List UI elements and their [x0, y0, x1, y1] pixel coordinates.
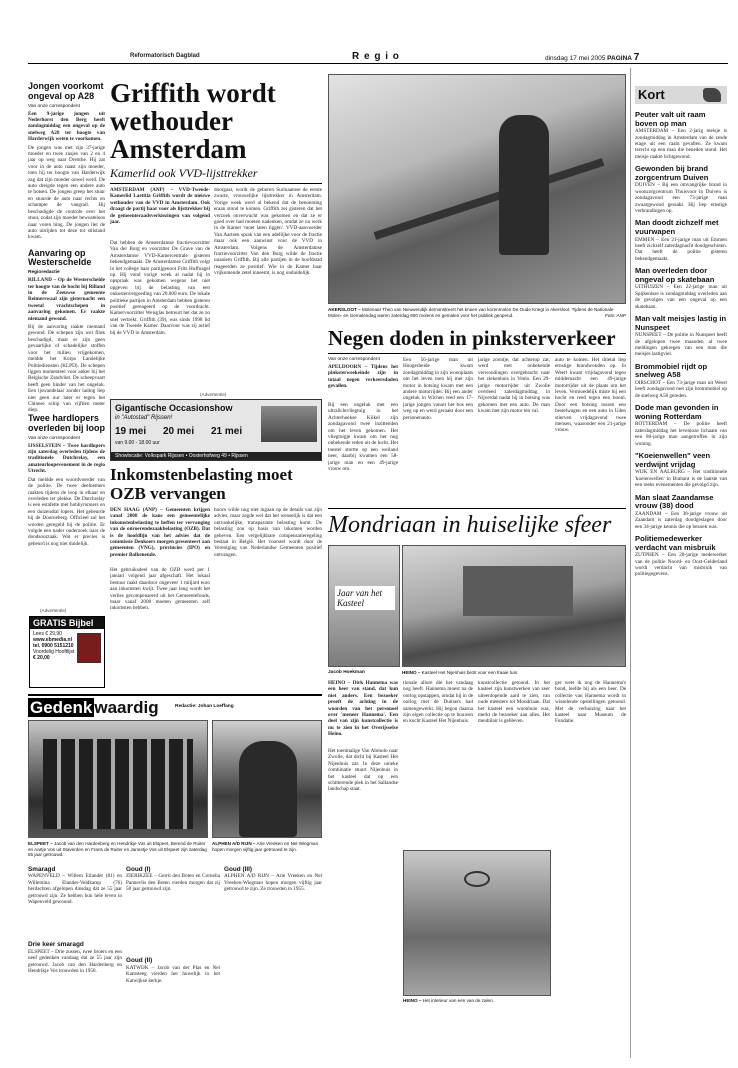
article-title: Jongen voorkomt ongeval op A28	[28, 81, 104, 101]
car-image	[261, 406, 317, 442]
kort-item-title: Man doodt zichzelf met vuurwapen	[635, 218, 719, 237]
kort-header	[635, 86, 727, 104]
article-lead: Een 9-jarige jongen uit Nederhorst den Berg heeft zondagmiddag een ongeval op de snelweg A28 ter hoogte van Harderwijk weten te voorkomen.	[28, 110, 105, 143]
item-title: Drie keer smaragd	[28, 941, 84, 949]
gedenk-col-3	[224, 866, 322, 1056]
kort-item	[635, 404, 727, 447]
header-section: R e g i o	[352, 51, 400, 62]
caption-text: Jacob van den Hardenberg en Hendrikje Vos uit Elspeet, Berend de Ruiter en Aartje Vos uit Staverden en Frans de Ruiter en Jannetje Vos uit Elspeet zijn zaterdag 55 jaar getrouwd.	[28, 841, 207, 858]
item-title: Smaragd	[28, 866, 56, 873]
couple-caption	[212, 841, 322, 863]
promo-date1: 19 mei	[115, 426, 147, 437]
item-title: Goud (I)	[126, 866, 151, 873]
header-date-text: dinsdag 17 mei 2005	[545, 55, 606, 62]
caption-text: Het interieur van een van de zalen.	[422, 998, 494, 1003]
gedenk-col-1	[28, 866, 122, 1056]
item-body: WAPENVELD – Willem Eilander (81) en Willemina Elander-Veldkamp (76) herdachten afgelopen dinsdag dat ze 55 jaar getrouwd zijn. Ze hebben hun hele leven in Wapenveld gewoond.	[28, 873, 122, 906]
kort-item	[635, 363, 727, 399]
header-paper-name: Reformatorisch Dagblad	[130, 53, 200, 59]
ozb-body-2: hoorn wilde nog niet ingaan op de details van zijn advies, maar zegde wel dat het wenselijk is dat een ontvankelijke, transparante belasting komt. De belasting zou op basis van inkomen worden geheven. Een vergelijkbare compensatieregeling bestaat in België. Het voorstel wordt door de Vereniging van Nederlandse Gemeenten positief ontvangen.	[214, 507, 322, 558]
garden-caption	[402, 670, 626, 676]
article-byline: Regioredactie	[28, 270, 60, 276]
promo-hours: van 9.00 - 18.00 uur	[115, 440, 160, 446]
article-lead: RILLAND – Op de Westerschelde ter hoogte van de bocht bij Rilland in de Zeeuwse gemeente Reimerswaal zijn gisternacht een tweetal vrachtschepen in aanvaring gekomen. Er raakte niemand gewond.	[28, 277, 105, 322]
couples-photo	[28, 720, 208, 838]
mondriaan-body-d: ger weet ik nog de Hannema's bond, leefde hij als een heer. De collectie van Hannema wordt in wisselende opstellingen getoond. Met de verhuizing naar het kasteel naar Museum de Fundatie.	[555, 680, 626, 725]
kort-list	[635, 106, 727, 1060]
header-page-label: PAGINA	[607, 55, 632, 62]
ozb-lead: DEN HAAG (ANP) – Gemeenten krijgen vanaf 2008 de kans een gemeentelijke inkomstenbelasting te heffen ter vervanging van de onroerendezaakbelasting (OZB). Dat is de hoofdlijn van het advies dat de commissie Denkoers morgen presenteert aan gemeenten (VNG), provincies (IPO) en premier Balkenende.	[110, 507, 210, 558]
couple-icon	[239, 741, 297, 837]
couples-caption	[28, 841, 208, 863]
pinkster-body-a: Bij een ongeluk met een ultralichtvliegtuig in het Achterhoekse Kiikel zijn zondagavond twee inzittenden om het leven gekomen. Het vliegtuigje kwam om het nog onbekende reden uit de lucht. Het toestel stortte op een weiland neer, daarbij kwamen een 58-jarige man en een 49-jarige vrouw om.	[328, 402, 399, 473]
ozb-headline: Inkomstenbelasting moet OZB vervangen	[110, 465, 293, 503]
kort-item-body: DUIVEN – Bij een omvangrijke brand in woonzorgcentrum Thuisvoor in Duiven is zondagavond een 73-jarige man zwaargewond geraakt. Hij liep ernstige verbrandingen op.	[635, 182, 727, 215]
promo-subtitle: in "Autostad" Rijssen!	[115, 415, 173, 421]
kort-divider	[630, 68, 631, 1058]
mondriaan-body-c: kunstcollectie getoond. In het kasteel zijn kunstwerken van zeer uiteenlopende aard te zien, van oude meesters tot Mondriaan. Dat het kasteel een woonhuis was, merkt de bezoeker aan alles. Het meubilair is gebleven.	[478, 680, 550, 725]
netherlands-map-icon	[703, 88, 721, 102]
ad-title: GRATIS Bijbel	[30, 617, 104, 629]
person-silhouette	[499, 115, 549, 255]
main-body: Dat hebben de Amsterdamse fractievoorzitter Van der Burg en voorzitter De Grave van de Amsterdamse VVD-Kamercentrale gisteren bekendgemaakt. De Amsterdamse Griffith volgt in het college haar partijgenoot Frits Huffnagel op. Hij vond vorige week al nadat hij in opspraak was gekomen wegens het niet opgeven bij de belasting van een onkostenvergoeding van 20.000 euro. De lokale politieke partijen in Amsterdam hebben gisteren positief gereageerd op de voordracht. Kamervoorzitter Weisglas betreurt het dat ze zo snel vertrekt. Griffith (39), was sinds 1998 lid van de Tweede Kamer. Daarvoor was zij actief bij de VVD in Amsterdam.	[110, 240, 210, 336]
kort-item-title: Brommobiel rijdt op snelweg A58	[635, 361, 708, 380]
gedenk-title-b: waardig	[94, 698, 159, 717]
kort-item	[635, 111, 727, 160]
divider	[328, 353, 626, 354]
caption-place: HEINO –	[403, 998, 422, 1003]
interior-photo	[403, 850, 551, 996]
promo-label: (Advertentie)	[200, 392, 227, 397]
item-body: KATWIJK – Jacob van der Plas en Nel Kamsteeg vierden het huwelijk in het Katwijkse kerkje.	[126, 964, 220, 984]
article-title: Aanvaring op Westerschelde	[28, 247, 92, 268]
promo-title: Gigantische Occasionshow	[115, 403, 233, 413]
pinkster-body-b: Een 56-jarige man uit Hoogerheide kwam zondagmiddag in zijn woonplaats om het leven toen hij met zijn motor in botsing kwam met een andere motorrijder. Bij een ander ongeluk in Wichen reed een 17-jarige jongen vanuit het bos een weg op en werd geraakt door een personenauto.	[403, 357, 473, 421]
article-body: Bij de aanvaring raakte niemand gewond. De schepen zijn wel flink beschadigd, maar er zijn geen gevaarlijke of schadelijke stoffen voor het milieu vrijgekomen, meldde het Korps Landelijke Politiediensten (KLPD). De schepen liggen momenteel voor anker bij het Belgische Zandvliet. De scheepvaart heeft geen hinder van het ongeluk. Een ijswandelaar zonder lading liep niet geen uur later er tegen het Chinese schip van vijftien meter diep.	[28, 324, 105, 414]
people-group-icon	[43, 739, 193, 829]
kort-item-title: Peuter valt uit raam boven op man	[635, 110, 706, 128]
item-title: Goud (II)	[126, 957, 153, 965]
kort-item-body: ROTTERDAM – De politie heeft zaterdagmiddag het levenloze lichaam van een 80-jarige man aangetroffen in zijn woning.	[635, 421, 727, 447]
article-lead: IJSSELSTEIN – Twee hardlopers zijn zaterdag overleden tijdens de traditionele Dutchrelay, een amateurloopevenement in de regio Utrecht.	[28, 442, 105, 475]
item-body: ZIERIKZEE – Gerrit den Boten en Cornelia Pannevlis den Boten vierden morgen dat zij 50 jaar getrouwd zijn.	[126, 873, 220, 893]
kort-item	[635, 219, 727, 262]
article-byline: Van onze correspondent	[28, 435, 80, 441]
mondriaan-headline: Mondriaan in huiselijke sfeer	[328, 512, 612, 538]
ad-web: www.ebmedia.nl	[33, 637, 72, 643]
pinkster-body-d: auto te komen. Het drietal liep ernstige brandwonden op. In Weert kwam vrijdagavond tegen middernacht een 49-jarige motorrijder uit de plaats om het leven. Vermoedelijk miste hij een bocht en reed tegen een boom. Door een botsing tussen een bestelwagen en een auto in Uden stierven vrijdagavond twee mensen, waaronder een 21-jarige vrouw.	[555, 357, 626, 434]
kort-item	[635, 315, 727, 358]
pinkster-lead: APELDOORN – Tijdens het pinksterweekeinde zijn in totaal negen verkeersdoden gevallen.	[328, 364, 398, 390]
ad-line2: Voordelig Hooftlijst	[33, 649, 75, 655]
mondriaan-byline: Jacob Hoekman	[328, 670, 365, 675]
main-lead: AMSTERDAM (ANP) – VVD-Tweede-Kamerlid Laetitia Griffith wordt de nieuwe wethouder van de VVD in Amsterdam. Ook draagt de partij haar voor als lijsttrekker bij de gemeenteraadsverkiezingen van volgend jaar.	[110, 187, 210, 226]
kort-item-title: Man slaat Zaandamse vrouw (38) dood	[635, 492, 714, 511]
item-body: ELSPEET – Drie zussen, twee broers en een neef gedenken vandaag dat ze 55 jaar zijn getrouwd. Jacob van den Hardenberg en Hendrikje Vos trouwden in 1950.	[28, 948, 122, 975]
promo-date2: 20 mei	[163, 426, 195, 437]
kort-item-title: Man overleden door ongeval op skatebaan	[635, 266, 715, 284]
mondriaan-lead: HEINO – Dirk Hannema was een heer van stand, dat kun niet anders. Een bezoeker proeft de achting in de woorden van het personeel over 'meneer Hannema'. Een deel van zijn kunstcollectie is nu te zien in het Overijsselse Heino.	[328, 680, 398, 738]
mondriaan-body-a: Het toenmalige Van Abmolo naar Zwolle, dat dicht bij Kasteel Het Nijenhuis zat. In deze unieke combinatie stuurt Nijenhuis in het kasteel dat op een schitterende plek in het Sallandse landschap staat.	[328, 748, 398, 793]
pinkster-headline: Negen doden in pinksterverkeer	[328, 326, 616, 350]
caption-text: Kasteel Het Nijenhuis bezit voor een fraaie tuin.	[421, 670, 519, 675]
kort-item	[635, 494, 727, 530]
item-title: Goud (III)	[224, 866, 253, 873]
kort-item	[635, 165, 727, 214]
mill-photo	[328, 74, 626, 304]
castle-building-icon	[463, 566, 573, 616]
interior-caption	[403, 998, 551, 1004]
castle-photo	[328, 545, 400, 667]
divider	[28, 694, 322, 696]
kort-item-title: Dode man gevonden in woning Rotterdam	[635, 403, 719, 421]
kort-item-body: UITHUIZEN – Een 22-jarige man uit Spijkenisse is zondagmiddag overleden aan de gevolgen van een ongeval op een skatebaan.	[635, 284, 727, 310]
article-byline: Van onze correspondent	[28, 103, 80, 109]
item-body: ALPHEN A/D RIJN – Arie Vreeken en Nel Vreeken-Wiegman hopen morgen vijftig jaar getrouwd te zijn. Ze trouwden in 1955.	[224, 873, 322, 893]
mondriaan-body-b: tionale allure die het vandaag nog heeft. Hannema moest na de oorlog opstappen, omdat hij in de oorlog met de Duitsers had samengewerkt. Hij begon daarna zijn eigen collectie op te bouwen en kocht Kasteel Het Nijenhuis.	[403, 680, 473, 725]
main-subhead: Kamerlid ook VVD-lijsttrekker	[110, 166, 258, 180]
article-title: Twee hardlopers overleden bij loop	[28, 413, 106, 433]
left-column	[28, 82, 105, 682]
kort-item	[635, 267, 727, 310]
pinkster-body-c: jarige zoontje, dat achterop zat, werd met onbekende verwondingen overgebracht naar het ziekenhuis in Venlo. Een 29-jarige motorrijder uit Zwolle overleed zaterdagmiddag in Nijverdal nadat hij in botsing was gekomen met een auto. De man kwam met zijn motor ten val.	[478, 357, 550, 415]
divider	[328, 508, 626, 509]
article-body: Dat meldde een woordvoerder van de politie. De twee deelnemers raakten tijdens de loop in elkaar en overleden ter plekke. De Dutchrelay is een estafette met hobbyrunners en een duizendtal lopers. Het gebeurde bij de Doorneberg. Officieel zal het worden geregeld bij de politie. Er volgde een nader onderzoek naar de doodsoorzaak. Wat er precies is gebeurd is nog niet duidelijk.	[28, 476, 105, 547]
bible-ad[interactable]	[29, 616, 105, 688]
kort-item-title: Politiemedewerker verdacht van misbruik	[635, 533, 716, 552]
photo-caption	[328, 307, 626, 321]
kort-item-title: Gewonden bij brand zorgcentrum Duiven	[635, 164, 709, 182]
kort-title: Kort	[638, 87, 665, 102]
mill-blade-icon	[374, 158, 605, 240]
ad-label: (Advertentie)	[40, 608, 67, 613]
caption-text: Arie Vreeken en Nel Wiegman hopen morgen vijftig jaar getrouwd te zijn.	[212, 841, 319, 852]
header-rule	[28, 63, 728, 64]
kort-item-title: "Koeienwellen" veen verdwijnt vrijdag	[635, 451, 711, 469]
gedenk-col-2	[126, 866, 220, 1056]
kort-item-body: OIRSCHOT – Een 73-jarige man uit Weert heeft zondagavond met zijn brommobiel op de snelweg A58 gereden.	[635, 380, 727, 399]
kort-item-body: EMMEN – Een 21-jarige man uit Emmen heeft zichzelf zaterdagnacht doodgeschoten. Dat heeft de politie gisteren bekendgemaakt.	[635, 236, 727, 262]
photo-credit: Foto: ANP	[604, 312, 626, 318]
kort-item	[635, 535, 727, 578]
castle-photo-caption: Jaar van het Kasteel	[335, 586, 395, 610]
promo-date3: 21 mei	[211, 426, 243, 437]
gedenk-title-a: Gedenk	[30, 698, 93, 717]
divider	[110, 183, 322, 184]
caption-place: HEINO –	[402, 670, 421, 675]
main-headline: Griffith wordt wethouder Amsterdam	[110, 78, 276, 164]
pinkster-byline: Van onze correspondent	[328, 357, 380, 362]
kort-item-title: Man valt meisjes lastig in Nunspeet	[635, 314, 727, 332]
ad-price1: € 29,90	[45, 631, 62, 637]
photo-caption-text: Molenaar Theo van Nieuwendijk demonstreert het kruien van korenmolen De Oude Knegt in Akersloot. Tijdens de Nationale Molen- en Gemalendag waren zaterdag 600 molens en gemalen voor het publiek geopend.	[328, 307, 614, 318]
garden-photo	[402, 545, 626, 667]
header-page-number: 7	[633, 52, 640, 63]
occasion-promo[interactable]	[110, 399, 322, 461]
bible-icon	[77, 633, 101, 663]
caption-place: ELSPEET –	[28, 841, 53, 846]
gedenk-title	[28, 698, 159, 718]
main-body-2: doorgaat, wordt de geboren Surinaamse de eerste zwarte, vrouwelijke lijsttrekker in Amsterdam. Vorige week werd al bekend dat de benoeming eraan stond te komen. Griffith zei gisteren dat het verzoek onverwacht was gekomen en dat ze er goed over had moeten nadenken, omdat ze nu werk in de Kamer 'moet laten liggen'. VVD-aanvoerder Van Aartsen sprak van een adellijke voor de fractie maar ook een aanwinst voor de VVD in Amsterdam. Volgens de Amsterdamse fractievoorzitter Van den Burg wilde de fractie unaniem Griffith. Bij alle partijen in de hoofdstad reageerden ze positief. Wie in de Kamer haar vrijkomende zetel inneemt, is nog onduidelijk.	[214, 187, 322, 277]
kort-item-body: WIJK EN AALBURG – Het traditionele 'koeienwellen' in Brabant is de laatste van een reeks evenementen die gevolgd zijn.	[635, 469, 727, 489]
gedenk-redactie: Redactie: Johan Loeffang	[175, 704, 234, 709]
kort-item-body: ZAANDAM – Een 38-jarige vrouw uit Zaandam is zaterdag doodgeslagen door een 34-jarige kennis die op bezoek was.	[635, 510, 727, 530]
kort-item-body: ZUTPHEN – Een 28-jarige medewerker van de politie Noord- en Oost-Gelderland wordt verdacht van misbruik van politiegegevens.	[635, 552, 727, 578]
ad-price2: € 20,00	[33, 655, 50, 661]
chandelier-icon	[464, 871, 490, 887]
article-body: De jongen was met zijn 37-jarige moeder en twee zusjes van 2 en 4 jaar op weg naar Drenthe. Hij zat voor in de auto naast zijn moeder, toen hij ter hoogte van Harderwijk zag dat zijn moeder onwel werd. De auto dreigde tegen een andere auto te botsen. De jongen greep het stuur en stuurde de auto naar rechts en schampte de vangrail. Hij beschadigde de controle over het stuur, zodat zijn moeder bewusteloos naar voren hing. De jongen liet de auto uitrijden tot deze tot stilstand kwam.	[28, 144, 105, 241]
couple-photo	[212, 720, 322, 838]
ad-phone: tel. 0900 5151210	[33, 643, 74, 649]
ad-line1: Lees	[33, 631, 44, 637]
photo-caption-place: AKERSLOOT –	[328, 307, 361, 312]
kort-item-body: NUNSPEET – De politie in Nunspeet heeft de afgelopen twee maanden al twee meldingen gekregen van een man die meisjes lastigviel.	[635, 332, 727, 358]
header-date	[545, 52, 639, 63]
promo-footer: Showlocatie: Volkspark Rijssen • Oosterhofweg 49 • Rijssen	[111, 452, 321, 460]
kort-item-body: AMSTERDAM – Een 2-jarig meisje is zondagmiddag in Amsterdam van de zesde etage uit een raam gevallen. Ze kwam terecht op een man die beneden stond. Het meisje raakte lichtgewond.	[635, 128, 727, 160]
caption-place: ALPHEN A/D RIJN –	[212, 841, 256, 846]
kort-item	[635, 452, 727, 488]
ozb-body: Het gebruiksdeel van de OZB werd per 1 januari volgend jaar afgeschaft. Het lokaal bestuur raakt daardoor ongeveer 1 miljard euro aan inkomsten kwijt. Twee jaar lang wordt het verlies gecompenseerd uit het Gemeentefonds, maar vanaf 2008 moeten gemeenten zelf inkomsten hebben.	[110, 567, 210, 612]
